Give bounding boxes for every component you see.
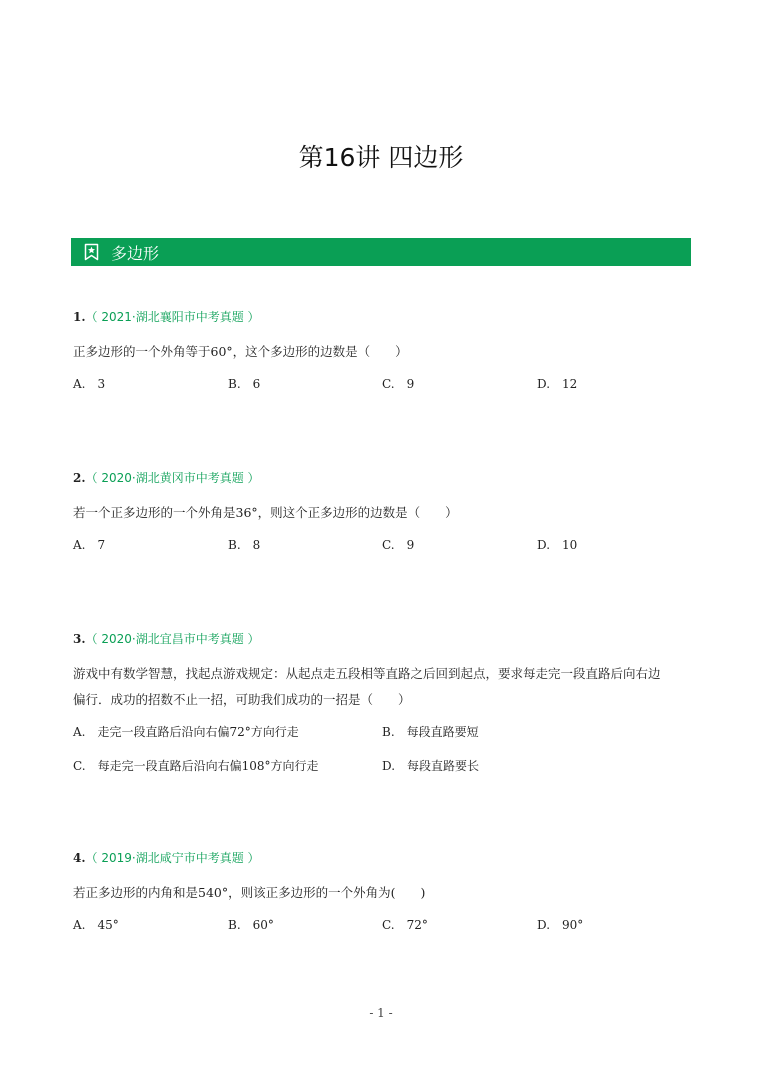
question-source: （ 2020·湖北黄冈市中考真题 ）: [85, 471, 260, 485]
option-label: B.: [382, 725, 395, 739]
section-title: 多边形: [111, 243, 160, 263]
option-label: A.: [73, 377, 86, 391]
option-label: B.: [228, 918, 241, 932]
option-text: 90°: [562, 918, 584, 932]
question-text: 若正多边形的内角和是540°，则该正多边形的一个外角为( ): [73, 885, 426, 900]
question-number: 2.: [73, 471, 86, 485]
question-text-line: 游戏中有数学智慧，找起点游戏规定：从起点走五段相等直路之后回到起点，要求每走完一段直路后向右边: [73, 666, 661, 681]
option-label: C.: [382, 918, 395, 932]
option-text: 9: [406, 377, 415, 391]
section-header: [71, 238, 691, 266]
option-b[interactable]: [228, 918, 274, 932]
question-text: 若一个正多边形的一个外角是36°，则这个正多边形的边数是（ ）: [73, 505, 458, 520]
option-text: 6: [252, 377, 261, 391]
option-b[interactable]: [228, 538, 260, 552]
question-source: （ 2019·湖北咸宁市中考真题 ）: [85, 851, 260, 865]
question-1: [73, 309, 703, 397]
option-text: 10: [562, 538, 578, 552]
option-text: 9: [406, 538, 415, 552]
options-row: [73, 918, 703, 938]
option-text: 72°: [406, 918, 428, 932]
option-label: C.: [73, 759, 86, 773]
question-number: 1.: [73, 310, 86, 324]
option-d[interactable]: [537, 377, 577, 391]
options-row: [73, 757, 703, 777]
option-label: A.: [73, 725, 86, 739]
option-label: D.: [382, 759, 396, 773]
options-row: [73, 723, 703, 743]
option-label: D.: [537, 918, 551, 932]
option-label: C.: [382, 377, 395, 391]
option-label: D.: [537, 538, 551, 552]
option-a[interactable]: [73, 538, 105, 552]
page-title: 第16讲 四边形: [298, 143, 464, 172]
page-number: - 1 -: [369, 1006, 393, 1020]
options-row: [73, 377, 703, 397]
question-2: [73, 470, 703, 558]
option-label: C.: [382, 538, 395, 552]
question-number: 3.: [73, 632, 86, 646]
option-text: 每段直路要短: [406, 725, 479, 739]
option-label: A.: [73, 538, 86, 552]
question-number: 4.: [73, 851, 86, 865]
option-d[interactable]: [537, 918, 583, 932]
option-text: 3: [97, 377, 106, 391]
option-text: 每段直路要长: [407, 759, 480, 773]
options-row: [73, 538, 703, 558]
option-b[interactable]: [382, 723, 479, 740]
question-source: （ 2020·湖北宜昌市中考真题 ）: [85, 632, 260, 646]
option-label: D.: [537, 377, 551, 391]
question-4: [73, 850, 703, 938]
option-text: 45°: [97, 918, 119, 932]
option-a[interactable]: [73, 377, 105, 391]
option-text: 60°: [252, 918, 274, 932]
question-text-line: 偏行．成功的招数不止一招，可助我们成功的一招是（ ）: [73, 692, 411, 707]
option-a[interactable]: [73, 723, 299, 740]
option-label: B.: [228, 377, 241, 391]
option-text: 7: [97, 538, 106, 552]
question-text: 正多边形的一个外角等于60°，这个多边形的边数是（ ）: [73, 344, 408, 359]
question-3: [73, 631, 703, 777]
option-b[interactable]: [228, 377, 260, 391]
option-text: 8: [252, 538, 261, 552]
question-source: （ 2021·湖北襄阳市中考真题 ）: [85, 310, 260, 324]
option-c[interactable]: [73, 757, 318, 774]
option-label: B.: [228, 538, 241, 552]
option-text: 每走完一段直路后沿向右偏108°方向行走: [97, 759, 319, 773]
question-text: [73, 661, 698, 713]
option-c[interactable]: [382, 538, 414, 552]
option-c[interactable]: [382, 377, 414, 391]
option-a[interactable]: [73, 918, 119, 932]
option-d[interactable]: [537, 538, 577, 552]
option-d[interactable]: [382, 757, 479, 774]
option-c[interactable]: [382, 918, 428, 932]
bookmark-star-icon: [84, 243, 99, 261]
option-text: 走完一段直路后沿向右偏72°方向行走: [97, 725, 299, 739]
option-text: 12: [562, 377, 578, 391]
option-label: A.: [73, 918, 86, 932]
